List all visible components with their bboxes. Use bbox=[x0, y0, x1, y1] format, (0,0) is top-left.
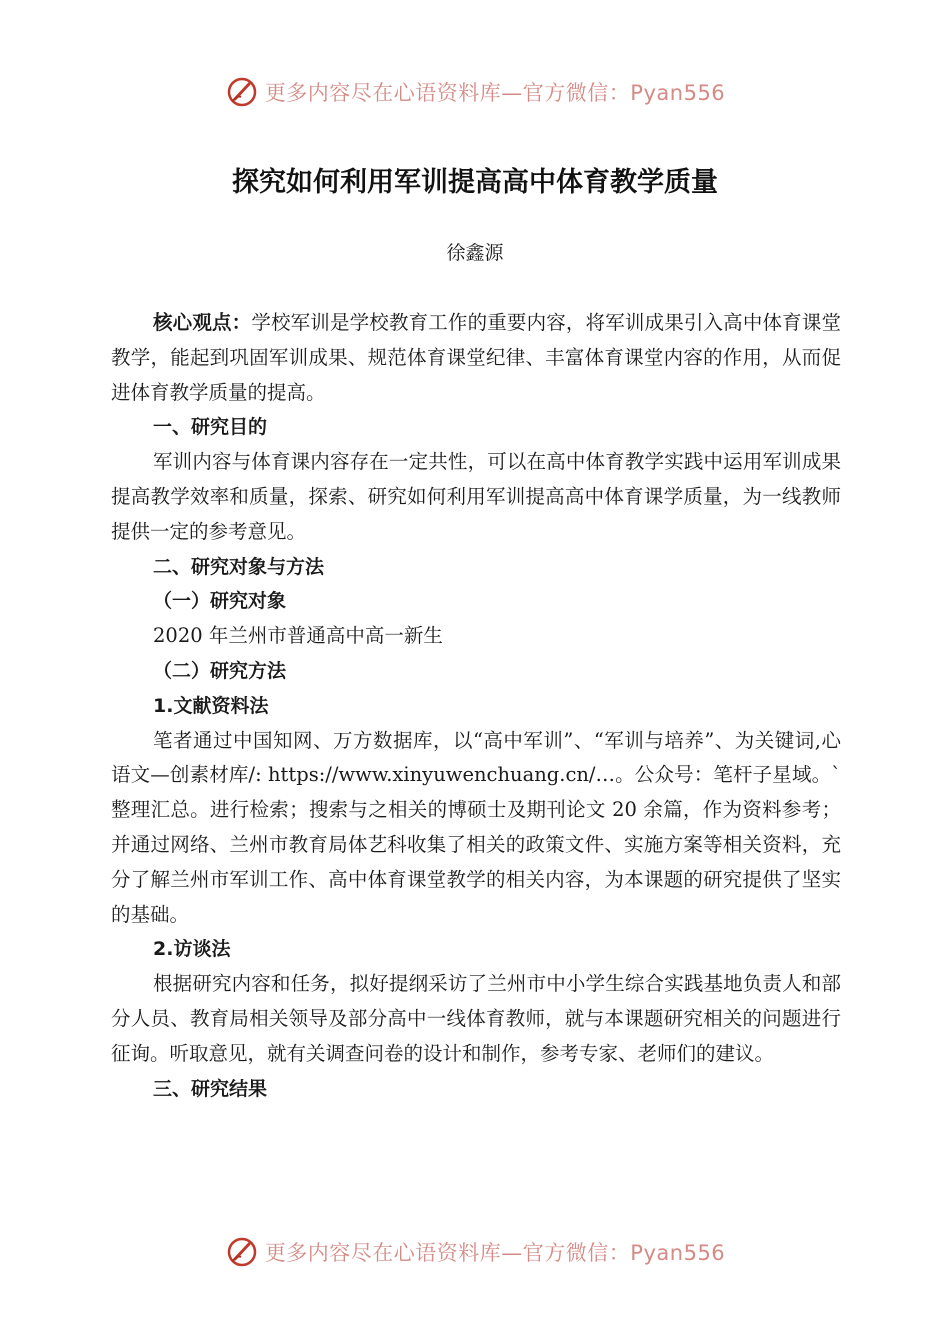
section-3-heading: 三、研究结果 bbox=[153, 1077, 268, 1100]
section-1-heading: 一、研究目的 bbox=[153, 416, 268, 439]
method-2-heading: 2.访谈法 bbox=[153, 938, 231, 961]
document-title: 探究如何利用军训提高高中体育教学质量 bbox=[232, 167, 718, 198]
banner-text: 更多内容尽在心语资料库—官方微信：Pyan556 bbox=[264, 1241, 726, 1265]
section-2-sub-1-text: 2020 年兰州市普通高中高一新生 bbox=[153, 624, 443, 648]
banner-text: 更多内容尽在心语资料库—官方微信：Pyan556 bbox=[264, 81, 726, 105]
section-2-heading: 二、研究对象与方法 bbox=[153, 555, 325, 578]
brush-logo-icon bbox=[225, 75, 259, 109]
core-text: 学校军训是学校教育工作的重要内容，将军训成果引入高中体育课堂教学，能起到巩固军训成果、规范体育课堂纪律、丰富体育课堂内容的作用，从而促进体育教学质量的提高。 bbox=[111, 311, 841, 404]
section-2-sub-2-heading: （二）研究方法 bbox=[153, 659, 287, 682]
header-banner bbox=[0, 72, 950, 112]
section-2-sub-1-heading: （一）研究对象 bbox=[153, 590, 287, 613]
method-1-text: 笔者通过中国知网、万方数据库，以“高中军训”、“军训与培养”、为关键词,心语文—创素材库/: https://www.xinyuwenchuang.cn/…。公众号：笔杆子星域。`整理汇总。进行检索；搜索与之相关的博硕士及期刊论文 20 余篇，作为资料参考；并通过网络、兰州市教育局体艺科收集了相关的政策文件、实施方案等相关资料，充分了解兰州市军训工作、高中体育课堂教学的相关内容，为本课题的研究提供了坚实的基础。 bbox=[111, 728, 841, 926]
method-1-heading: 1.文献资料法 bbox=[153, 694, 269, 717]
core-label: 核心观点： bbox=[153, 311, 252, 334]
footer-banner bbox=[0, 1232, 950, 1272]
core-paragraph bbox=[111, 306, 841, 410]
document-author: 徐鑫源 bbox=[446, 242, 504, 264]
method-2-text: 根据研究内容和任务，拟好提纲采访了兰州市中小学生综合实践基地负责人和部分人员、教育局相关领导及部分高中一线体育教师，就与本课题研究相关的问题进行征询。听取意见，就有关调查问卷的设计和制作，参考专家、老师们的建议。 bbox=[111, 972, 841, 1065]
section-1-text: 军训内容与体育课内容存在一定共性，可以在高中体育教学实践中运用军训成果提高教学效率和质量，探索、研究如何利用军训提高高中体育课学质量，为一线教师提供一定的参考意见。 bbox=[111, 450, 841, 543]
brush-logo-icon bbox=[225, 1235, 259, 1269]
document-body bbox=[111, 306, 841, 1106]
